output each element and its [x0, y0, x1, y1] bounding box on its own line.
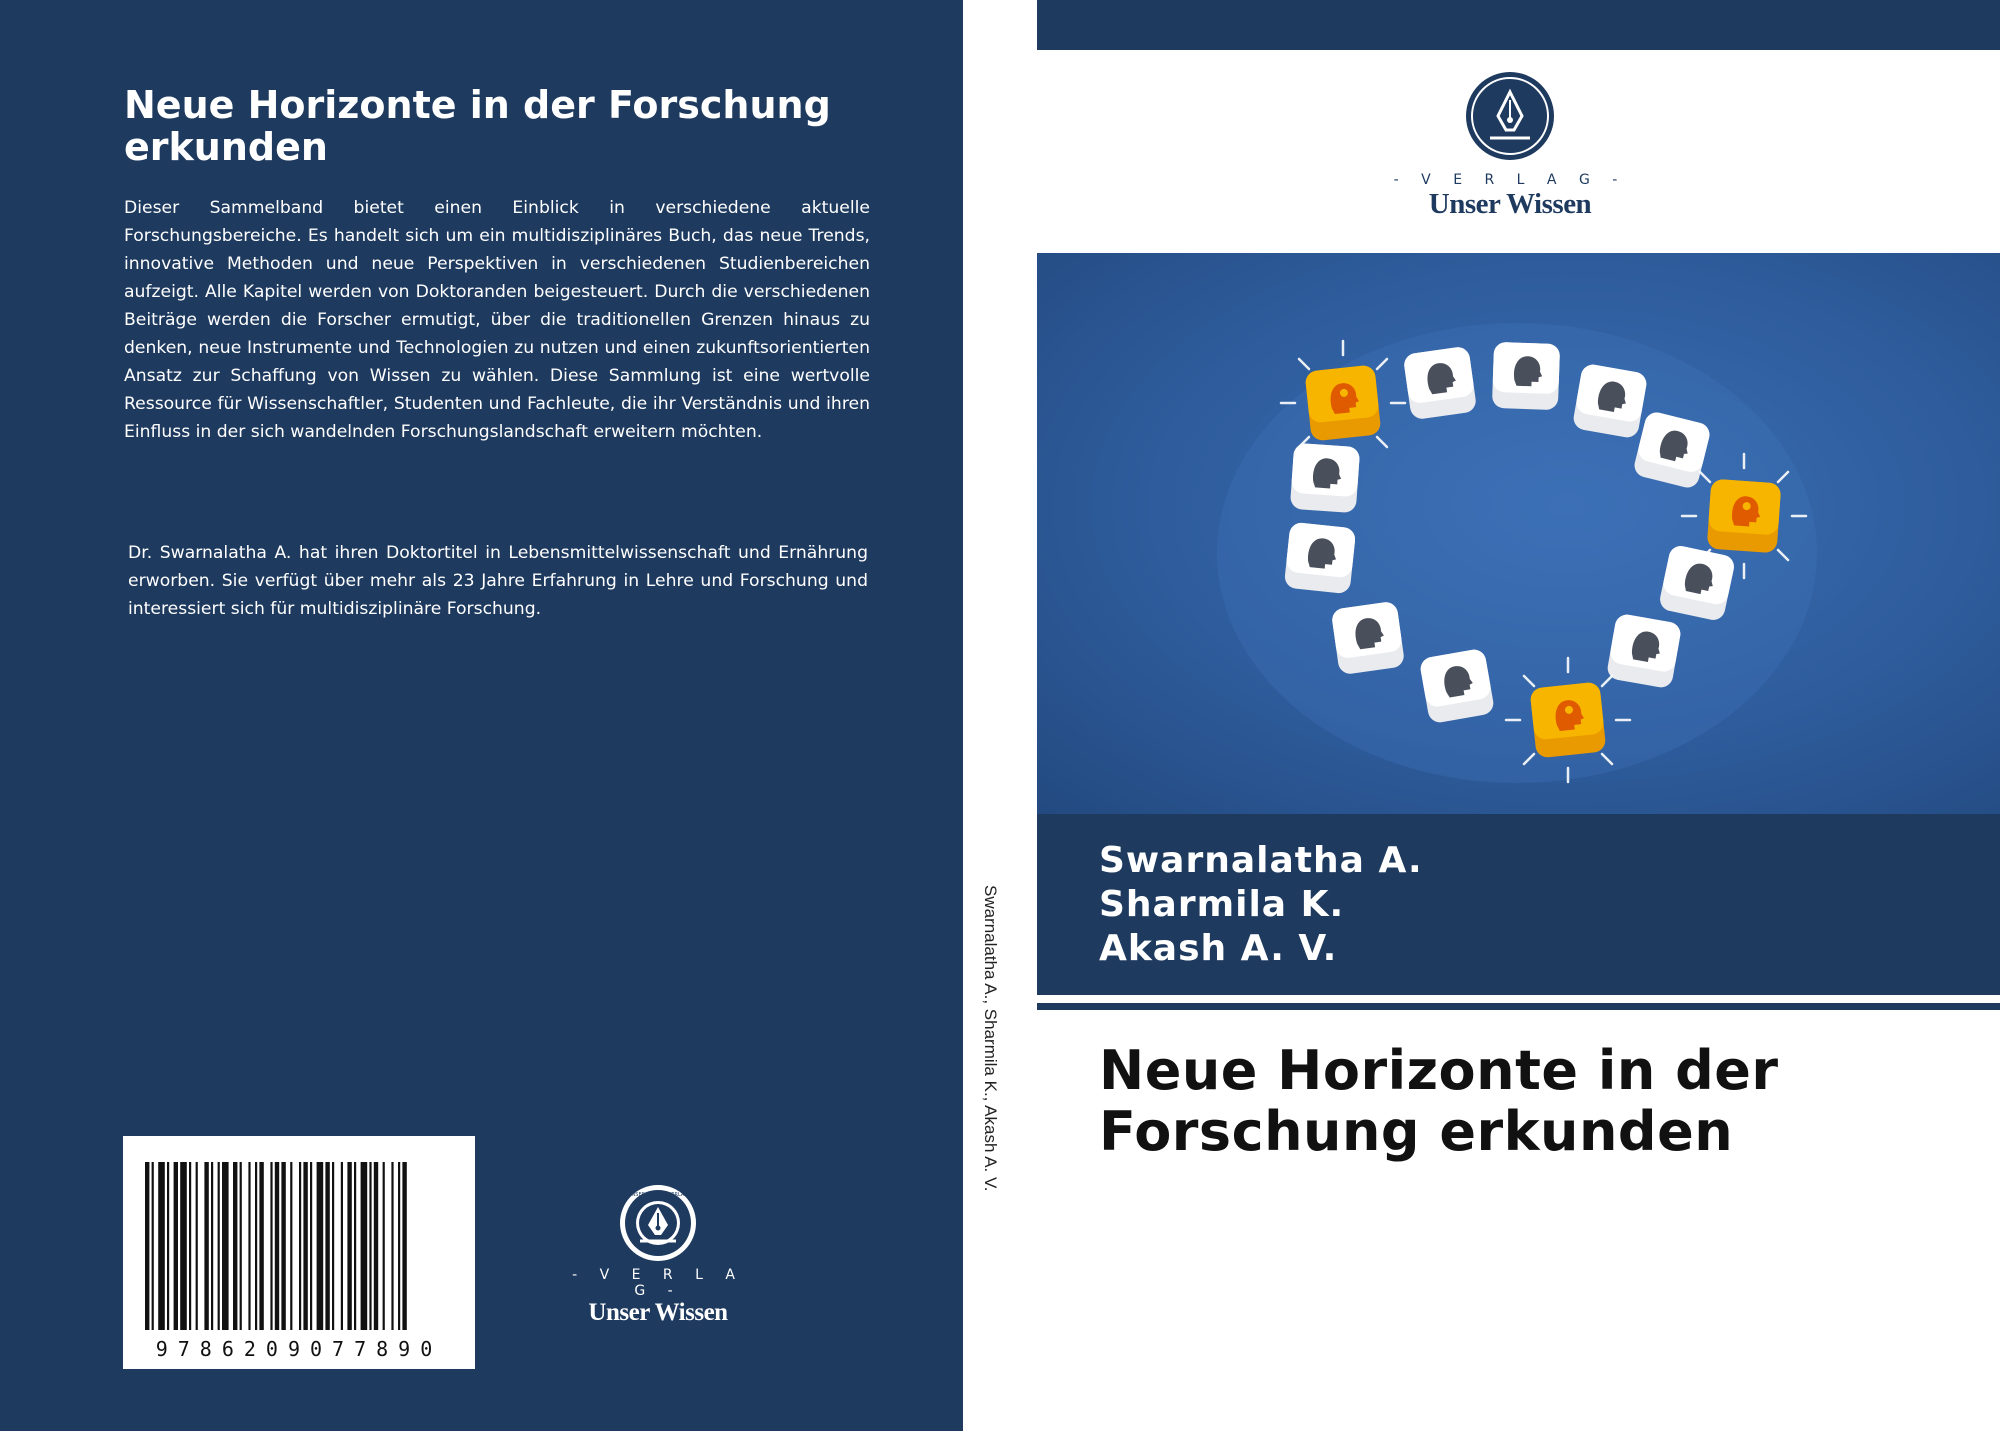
- author-name-3: Akash A. V.: [1099, 928, 1338, 969]
- author-band: [1037, 814, 2000, 995]
- verlag-label-front: - V E R L A G -: [1393, 172, 1627, 188]
- barcode-bar: [196, 1162, 198, 1330]
- barcode-bar: [281, 1162, 285, 1330]
- author-biography: Dr. Swarnalatha A. hat ihren Doktortitel in Lebensmittelwissenschaft und Ernährung erworben. Sie verfügt über mehr als 23 Jahre Erfahrung in Lehre und Forschung und interessiert sich für multidisziplinäre Forschung.: [128, 543, 868, 619]
- barcode-bar: [310, 1162, 312, 1330]
- barcode-bar: [152, 1162, 154, 1330]
- barcode-bar: [259, 1162, 263, 1330]
- heart-of-cubes-illustration: [1037, 253, 2000, 814]
- verlag-label: - V E R L A G -: [572, 1267, 744, 1299]
- isbn-barcode: [123, 1136, 475, 1369]
- barcode-bar: [275, 1162, 279, 1330]
- publisher-name: Unser Wissen: [588, 1299, 728, 1326]
- barcode-bar: [204, 1162, 208, 1330]
- back-cover: [0, 0, 963, 1431]
- author-name-2: Sharmila K.: [1099, 884, 1345, 925]
- barcode-bar: [369, 1162, 371, 1330]
- cover-photo-heart-cubes: [1037, 253, 2000, 814]
- barcode-bar: [255, 1162, 257, 1330]
- barcode-bar: [290, 1162, 292, 1330]
- barcode-bar: [391, 1162, 393, 1330]
- barcode-bar: [361, 1162, 368, 1330]
- barcode-bar: [180, 1162, 187, 1330]
- publisher-name-front: Unser Wissen: [1428, 188, 1592, 220]
- back-cover-description: Dieser Sammelband bietet einen Einblick in verschiedene aktuelle Forschungsbereiche. Es handelt sich um ein multidisziplinäres Buch, das neue Trends, innovative Methoden und neue Perspektiven in verschiedenen Studienbereichen aufzeigt. Alle Kapitel werden von Doktoranden beigesteuert. Durch die verschiedenen Beiträge werden die Forscher ermutigt, über die traditionellen Grenzen hinaus zu denken, neue Instrumente und Technologien zu nutzen und einen zukunftsorientierten Ansatz zur Schaffung von Wissen zu wählen. Diese Sammlung ist eine wertvolle Ressource für Wissenschaftler, Studenten und Fachleute, die ihr Verständnis und ihren Einfluss in der sich wandelnden Forschungslandschaft erweitern möchten.: [124, 198, 870, 442]
- barcode-bar: [211, 1162, 213, 1330]
- barcode-bar: [332, 1162, 334, 1330]
- barcode-bar: [218, 1162, 220, 1330]
- barcode-bar: [248, 1162, 250, 1330]
- pen-nib-seal-icon: [618, 1183, 698, 1263]
- barcode-bar: [167, 1162, 169, 1330]
- barcode-bar: [240, 1162, 242, 1330]
- barcode-bar: [145, 1162, 149, 1330]
- divider-rule: [1037, 1003, 2000, 1010]
- author-name-1: Swarnalatha A.: [1099, 840, 1423, 881]
- barcode-bar: [189, 1162, 191, 1330]
- barcode-bar: [299, 1162, 301, 1330]
- barcode-bar: [398, 1162, 400, 1330]
- barcode-bar: [374, 1162, 378, 1330]
- barcode-bar: [222, 1162, 229, 1330]
- barcode-bar: [347, 1162, 351, 1330]
- pen-nib-logo-icon: [1464, 70, 1556, 162]
- publisher-logo-front: [1380, 70, 1640, 221]
- isbn-number: 9786209077890: [155, 1337, 443, 1361]
- front-cover-title: Neue Horizonte in der Forschung erkunden: [1099, 1039, 1779, 1163]
- front-top-bar: [1037, 0, 2000, 50]
- barcode-bar: [341, 1162, 343, 1330]
- barcode-bar: [233, 1162, 237, 1330]
- seal-text: UNSER WISSEN VERLAG: [627, 1192, 689, 1198]
- barcode-bar: [174, 1162, 178, 1330]
- barcode-bar: [303, 1162, 307, 1330]
- barcode-bar: [158, 1162, 165, 1330]
- back-cover-title: Neue Horizonte in der Forschung erkunden: [124, 83, 831, 169]
- barcode-bar: [402, 1162, 406, 1330]
- barcode-bar: [325, 1162, 329, 1330]
- barcode-bar: [317, 1162, 324, 1330]
- spine-text: Swarnalatha A., Sharmila K., Akash A. V.: [981, 885, 1000, 1192]
- barcode-bars: [123, 1136, 475, 1336]
- spine: [963, 0, 1037, 1431]
- publisher-logo-back: [560, 1183, 756, 1327]
- barcode-bar: [383, 1162, 385, 1330]
- barcode-bar: [270, 1162, 272, 1330]
- barcode-bar: [354, 1162, 356, 1330]
